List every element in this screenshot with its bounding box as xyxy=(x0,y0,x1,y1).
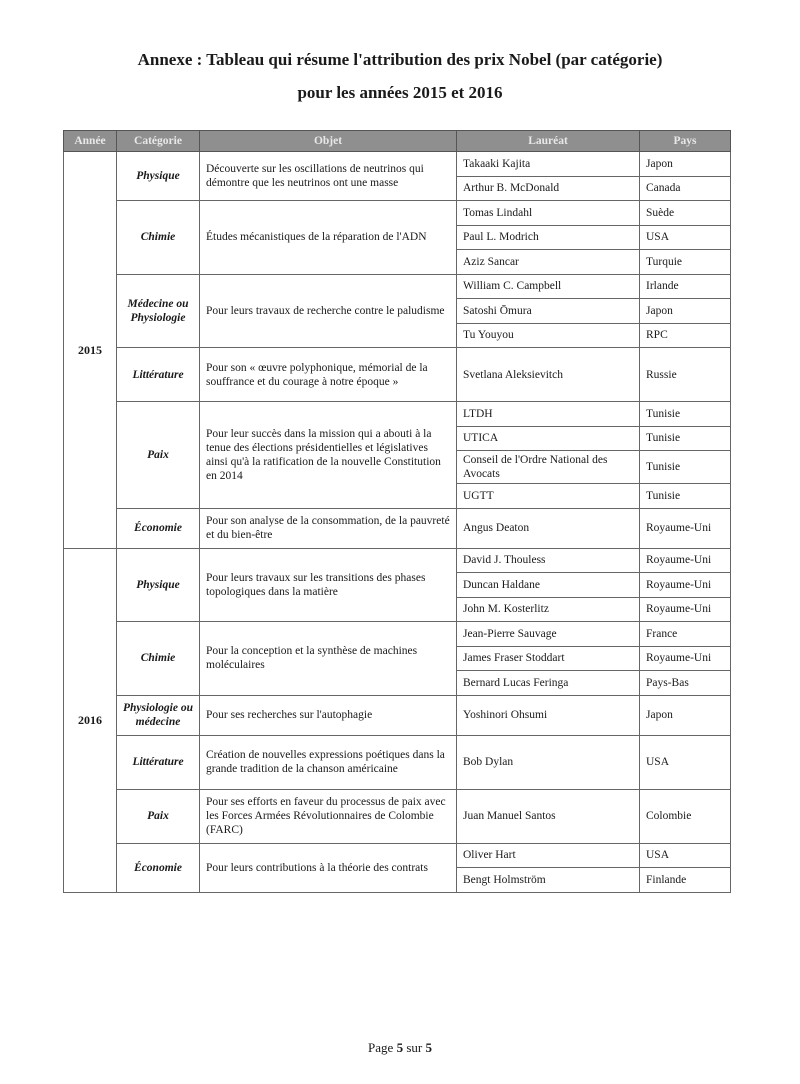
laureate-cell: David J. Thouless xyxy=(457,548,640,573)
category-cell: Paix xyxy=(117,789,200,843)
laureate-cell: LTDH xyxy=(457,402,640,427)
country-cell: Royaume-Uni xyxy=(640,646,731,671)
table-row xyxy=(64,695,731,735)
footer-page-total: 5 xyxy=(425,1040,432,1055)
country-cell: Finlande xyxy=(640,868,731,893)
table-row xyxy=(64,622,731,647)
laureate-cell: Tu Youyou xyxy=(457,323,640,348)
objet-cell: Pour son « œuvre polyphonique, mémorial de la souffrance et du courage à notre époque » xyxy=(200,348,457,402)
objet-cell: Pour la conception et la synthèse de machines moléculaires xyxy=(200,622,457,696)
objet-cell: Pour leur succès dans la mission qui a abouti à la tenue des élections présidentielles et législatives ainsi qu'à la ratification de la nouvelle Constitution en 2014 xyxy=(200,402,457,509)
table-row xyxy=(64,402,731,427)
laureate-cell: Aziz Sancar xyxy=(457,250,640,275)
table-row xyxy=(64,274,731,299)
country-cell: Irlande xyxy=(640,274,731,299)
country-cell: Royaume-Uni xyxy=(640,597,731,622)
laureate-cell: Yoshinori Ohsumi xyxy=(457,695,640,735)
country-cell: Japon xyxy=(640,299,731,324)
laureate-cell: Tomas Lindahl xyxy=(457,201,640,226)
laureate-cell: William C. Campbell xyxy=(457,274,640,299)
laureate-cell: Takaaki Kajita xyxy=(457,152,640,177)
country-cell: Pays-Bas xyxy=(640,671,731,696)
objet-cell: Pour ses recherches sur l'autophagie xyxy=(200,695,457,735)
country-cell: Royaume-Uni xyxy=(640,573,731,598)
table-row xyxy=(64,735,731,789)
country-cell: Tunisie xyxy=(640,484,731,509)
document-subtitle: pour les années 2015 et 2016 xyxy=(297,83,503,102)
laureate-cell: Angus Deaton xyxy=(457,508,640,548)
table-row xyxy=(64,152,731,177)
category-cell: Littérature xyxy=(117,735,200,789)
country-cell: Russie xyxy=(640,348,731,402)
table-body xyxy=(64,152,731,893)
category-cell: Littérature xyxy=(117,348,200,402)
table-row xyxy=(64,789,731,843)
country-cell: Suède xyxy=(640,201,731,226)
objet-cell: Pour leurs travaux de recherche contre le paludisme xyxy=(200,274,457,348)
country-cell: USA xyxy=(640,225,731,250)
country-cell: Japon xyxy=(640,695,731,735)
header-pays: Pays xyxy=(640,131,731,152)
country-cell: RPC xyxy=(640,323,731,348)
objet-cell: Pour ses efforts en faveur du processus de paix avec les Forces Armées Révolutionnaires de Colombie (FARC) xyxy=(200,789,457,843)
category-cell: Chimie xyxy=(117,201,200,275)
objet-cell: Découverte sur les oscillations de neutrinos qui démontre que les neutrinos ont une masse xyxy=(200,152,457,201)
footer-page-number: 5 xyxy=(396,1040,404,1055)
laureate-cell: Bernard Lucas Feringa xyxy=(457,671,640,696)
laureate-cell: Svetlana Aleksievitch xyxy=(457,348,640,402)
objet-cell: Pour leurs contributions à la théorie des contrats xyxy=(200,843,457,892)
laureate-cell: Juan Manuel Santos xyxy=(457,789,640,843)
laureate-cell: Paul L. Modrich xyxy=(457,225,640,250)
objet-cell: Études mécanistiques de la réparation de l'ADN xyxy=(200,201,457,275)
category-cell: Physique xyxy=(117,548,200,622)
laureate-cell: Duncan Haldane xyxy=(457,573,640,598)
country-cell: Canada xyxy=(640,176,731,201)
table-row xyxy=(64,201,731,226)
table-row xyxy=(64,348,731,402)
laureate-cell: Bengt Holmström xyxy=(457,868,640,893)
header-objet: Objet xyxy=(200,131,457,152)
laureate-cell: John M. Kosterlitz xyxy=(457,597,640,622)
document-title: Annexe : Tableau qui résume l'attribution des prix Nobel (par catégorie) xyxy=(137,50,663,69)
country-cell: Tunisie xyxy=(640,426,731,451)
laureate-cell: Conseil de l'Ordre National des Avocats xyxy=(457,451,640,484)
category-cell: Chimie xyxy=(117,622,200,696)
country-cell: France xyxy=(640,622,731,647)
footer-prefix: Page xyxy=(368,1040,397,1055)
table-row xyxy=(64,843,731,868)
laureate-cell: Arthur B. McDonald xyxy=(457,176,640,201)
category-cell: Économie xyxy=(117,508,200,548)
year-cell: 2015 xyxy=(64,152,117,549)
laureate-cell: UTICA xyxy=(457,426,640,451)
country-cell: Royaume-Uni xyxy=(640,508,731,548)
table-row xyxy=(64,548,731,573)
nobel-table xyxy=(63,130,731,893)
country-cell: Turquie xyxy=(640,250,731,275)
country-cell: USA xyxy=(640,735,731,789)
category-cell: Médecine ou Physiologie xyxy=(117,274,200,348)
laureate-cell: Satoshi Ōmura xyxy=(457,299,640,324)
objet-cell: Création de nouvelles expressions poétiques dans la grande tradition de la chanson américaine xyxy=(200,735,457,789)
table-header-row xyxy=(64,131,731,152)
country-cell: Colombie xyxy=(640,789,731,843)
country-cell: Tunisie xyxy=(640,451,731,484)
category-cell: Physiologie ou médecine xyxy=(117,695,200,735)
category-cell: Paix xyxy=(117,402,200,509)
country-cell: Japon xyxy=(640,152,731,177)
category-cell: Économie xyxy=(117,843,200,892)
country-cell: USA xyxy=(640,843,731,868)
laureate-cell: Jean-Pierre Sauvage xyxy=(457,622,640,647)
header-annee: Année xyxy=(64,131,117,152)
objet-cell: Pour leurs travaux sur les transitions des phases topologiques dans la matière xyxy=(200,548,457,622)
laureate-cell: James Fraser Stoddart xyxy=(457,646,640,671)
country-cell: Tunisie xyxy=(640,402,731,427)
objet-cell: Pour son analyse de la consommation, de la pauvreté et du bien-être xyxy=(200,508,457,548)
laureate-cell: UGTT xyxy=(457,484,640,509)
laureate-cell: Bob Dylan xyxy=(457,735,640,789)
category-cell: Physique xyxy=(117,152,200,201)
country-cell: Royaume-Uni xyxy=(640,548,731,573)
table-row xyxy=(64,508,731,548)
header-laureat: Lauréat xyxy=(457,131,640,152)
page-footer xyxy=(0,1040,800,1056)
laureate-cell: Oliver Hart xyxy=(457,843,640,868)
footer-middle: sur xyxy=(403,1040,426,1055)
year-cell: 2016 xyxy=(64,548,117,892)
header-categorie: Catégorie xyxy=(117,131,200,152)
